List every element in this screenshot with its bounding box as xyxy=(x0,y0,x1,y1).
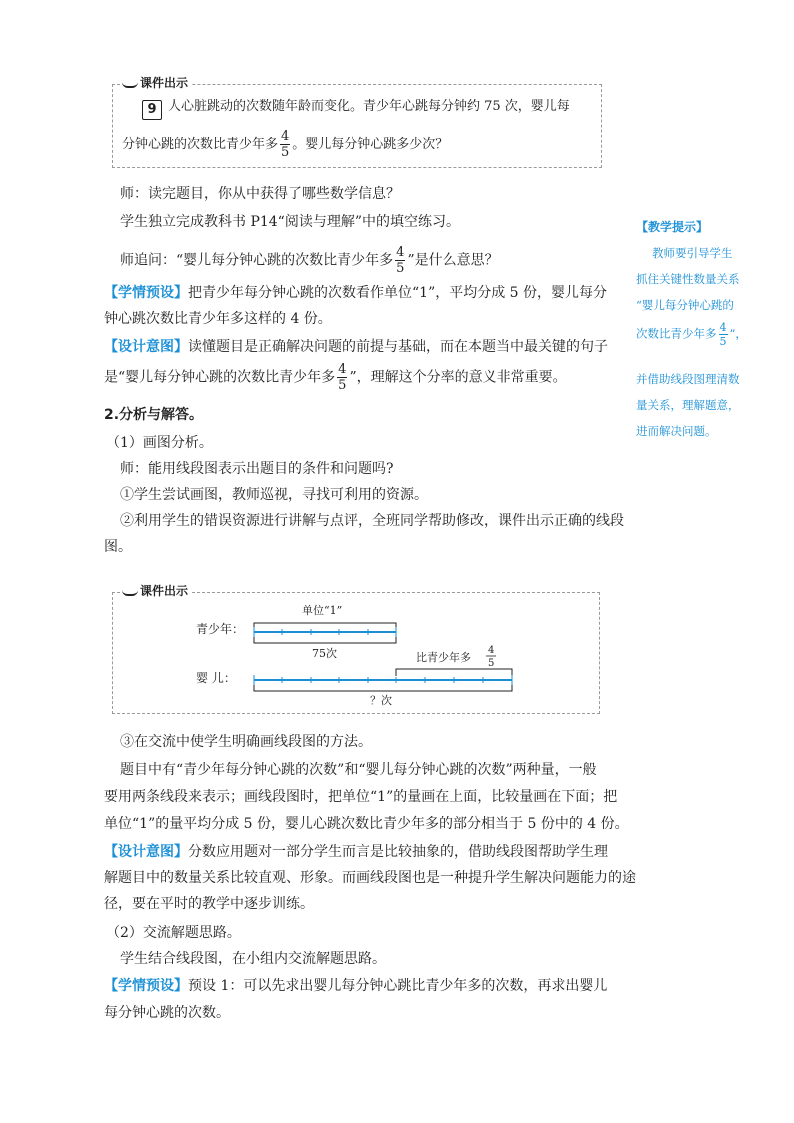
step-2-cont: 图。 xyxy=(104,539,132,555)
teacher-question: 师：读完题目，你从中获得了哪些数学信息？ xyxy=(120,186,400,202)
design-intent-2: 【设计意图】分数应用题对一部分学生而言是比较抽象的，借助线段图帮助学生理 xyxy=(104,844,608,860)
step-1: ①学生尝试画图，教师巡视，寻找可利用的资源。 xyxy=(120,487,428,503)
method-paragraph-3: 单位“1”的量平均分成 5 份，婴儿心跳次数比青少年多的部分相当于 5 份中的 4 份。 xyxy=(104,816,629,832)
design-intent-1-cont: 是“婴儿每分钟心跳的次数比青少年多 $\frac{4}{5}$ ”，理解这个分率的意义非常重要。 xyxy=(104,362,567,393)
student-preview-1-cont: 钟心跳次数比青少年多这样的 4 份。 xyxy=(104,311,332,327)
sidebar-line: 抓住关键性数量关系 xyxy=(636,272,740,286)
unit-label: 单位“1” xyxy=(302,604,343,617)
sidebar-line: 教师要引导学生 xyxy=(652,246,733,260)
sidebar-line: 次数比青少年多 $\frac{4}{5}$ ”， xyxy=(636,321,747,348)
teen-value: 75次 xyxy=(312,647,337,660)
unit-brace xyxy=(254,623,396,629)
more-frac-den: 5 xyxy=(488,658,495,669)
method-paragraph-2: 要用两条线段来表示；画线段图时，把单位“1”的量画在上面，比较量画在下面；把 xyxy=(104,789,618,805)
more-brace xyxy=(396,669,512,676)
teacher-question-2: 师：能用线段图表示出题目的条件和问题吗? xyxy=(120,461,394,477)
problem-number-badge: 9 xyxy=(142,100,162,120)
fraction-four-fifths: $\frac{4}{5}$ xyxy=(338,362,347,393)
baby-value: ？次 xyxy=(370,694,392,707)
section-heading: 2.分析与解答。 xyxy=(104,407,204,423)
section-label: 【设计意图】 xyxy=(104,339,188,355)
teacher-follow-up: 师追问：“婴儿每分钟心跳的次数比青少年多 $\frac{4}{5}$ ”是什么意思？ xyxy=(120,245,499,276)
step-3: ③在交流中使学生明确画线段图的方法。 xyxy=(120,734,372,750)
student-exercise: 学生独立完成教科书 P14“阅读与理解”中的填空练习。 xyxy=(120,214,460,230)
book-icon xyxy=(122,76,138,88)
sidebar-line: 进而解决问题。 xyxy=(636,424,717,438)
fraction-four-fifths: $\frac{4}{5}$ xyxy=(719,321,727,348)
section-label: 【设计意图】 xyxy=(104,844,188,860)
step-2: ②利用学生的错误资源进行讲解与点评，全班同学帮助修改，课件出示正确的线段 xyxy=(120,513,624,529)
sidebar-line: “婴儿每分钟心跳的 xyxy=(636,298,734,312)
line-segment-diagram xyxy=(112,592,598,712)
design-intent-1: 【设计意图】读懂题目是正确解决问题的前提与基础，而在本题当中最关键的句子 xyxy=(104,339,608,355)
baby-value-brace xyxy=(254,685,512,691)
section-label: 【学情预设】 xyxy=(104,978,188,994)
student-preview-2-cont: 每分钟心跳的次数。 xyxy=(104,1005,230,1021)
student-preview-2: 【学情预设】预设 1：可以先求出婴儿每分钟心跳比青少年多的次数，再求出婴儿 xyxy=(104,978,608,994)
problem-line-2: 分钟心跳的次数比青少年多 $\frac{4}{5}$ 。婴儿每分钟心跳多少次？ xyxy=(122,129,449,160)
baby-label: 婴 儿： xyxy=(196,671,236,685)
problem-line-1: 9 人心脏跳动的次数随年龄而变化。青少年心跳每分钟约 75 次，婴儿每 xyxy=(142,97,570,120)
more-frac-num: 4 xyxy=(488,645,495,656)
design-intent-2-cont: 解题目中的数量关系比较直观、形象。而画线段图也是一种提升学生解决问题能力的途 xyxy=(104,870,636,886)
teen-value-brace xyxy=(254,637,396,643)
more-label: 比青少年多 xyxy=(416,651,471,664)
sidebar-line: 并借助线段图理清数 xyxy=(636,372,740,386)
courseware-tag: 课件出示 xyxy=(120,74,192,91)
method-paragraph-1: 题目中有“青少年每分钟心跳的次数”和“婴儿每分钟心跳的次数”两种量，一般 xyxy=(120,762,597,778)
fraction-four-fifths: $\frac{4}{5}$ xyxy=(396,245,405,276)
sidebar-line: 量关系，理解题意， xyxy=(636,398,740,412)
fraction-four-fifths: $\frac{4}{5}$ xyxy=(281,129,290,160)
courseware-tag: 课件出示 xyxy=(120,582,192,599)
design-intent-2-cont2: 径，要在平时的教学中逐步训练。 xyxy=(104,896,314,912)
group-discussion: 学生结合线段图，在小组内交流解题思路。 xyxy=(120,951,386,967)
section-label: 【学情预设】 xyxy=(104,285,188,301)
subsection-discuss: （2）交流解题思路。 xyxy=(106,925,241,941)
subsection-draw: （1）画图分析。 xyxy=(106,435,213,451)
teen-label: 青少年： xyxy=(196,622,245,636)
student-preview-1: 【学情预设】把青少年每分钟心跳的次数看作单位“1”，平均分成 5 份，婴儿每分 xyxy=(104,285,608,301)
sidebar-title: 【教学提示】 xyxy=(636,220,709,234)
